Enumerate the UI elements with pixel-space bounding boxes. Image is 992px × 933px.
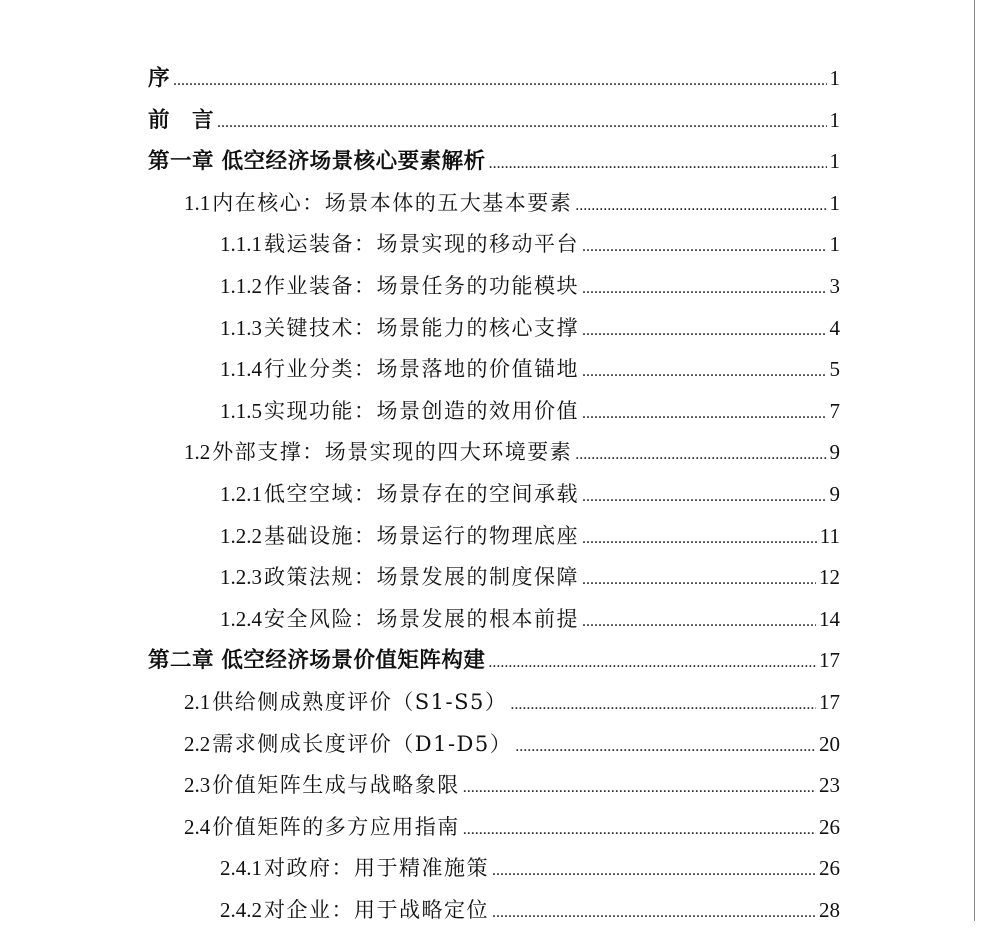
toc-entry-page: 7 [829,398,840,423]
toc-entry-prefix: 2.3 [184,773,211,798]
toc-entry-title: 作业装备：场景任务的功能模块 [264,273,579,298]
toc-entry-preface[interactable] [148,58,840,100]
toc-entry-chapter-2[interactable] [148,640,840,682]
toc-entry-prefix: 2.4.2 [220,897,262,922]
toc-entry-page: 17 [819,648,840,673]
toc-entry-page: 28 [819,897,840,922]
toc-entry-prefix: 1.1.3 [220,315,262,340]
toc-entry-page: 9 [829,440,840,465]
toc-entry-page: 4 [829,315,840,340]
toc-entry-title: 供给侧成熟度评价（S1-S5） [212,689,508,714]
toc-entry-prefix: 1.1.1 [220,232,262,257]
dot-leader [489,141,827,185]
toc-entry-2-4-1[interactable] [148,848,840,890]
toc-entry-page: 1 [829,190,840,215]
toc-entry-1-2-4[interactable] [148,599,840,641]
table-of-contents [148,58,840,931]
toc-entry-page: 26 [819,856,840,881]
dot-leader [582,599,816,643]
toc-entry-prefix: 2.1 [184,689,211,714]
toc-entry-page: 26 [819,814,840,839]
toc-entry-page: 17 [819,689,840,714]
toc-entry-prefix: 1.1.4 [220,357,262,382]
toc-entry-1-2-1[interactable] [148,474,840,516]
toc-entry-page: 9 [829,481,840,506]
dot-leader [575,183,826,227]
toc-entry-prefix: 2.2 [184,731,211,756]
toc-entry-page: 1 [829,149,840,174]
dot-leader [217,100,826,144]
dot-leader [463,807,816,851]
toc-entry-title: 对企业：用于战略定位 [264,897,489,922]
toc-entry-page: 3 [829,273,840,298]
toc-entry-title: 需求侧成长度评价（D1-D5） [212,731,513,756]
toc-entry-1-2-2[interactable] [148,516,840,558]
dot-leader [582,266,827,310]
dot-leader [582,391,827,435]
dot-leader [492,848,816,892]
toc-entry-1-1[interactable] [148,183,840,225]
toc-entry-title: 对政府：用于精准施策 [264,856,489,881]
dot-leader [582,516,817,560]
toc-entry-title: 低空空域：场景存在的空间承载 [264,481,579,506]
toc-entry-title: 载运装备：场景实现的移动平台 [264,232,579,257]
toc-entry-prefix: 1.2 [184,440,211,465]
toc-entry-prefix: 第二章 [148,648,215,674]
toc-entry-chapter-1[interactable] [148,141,840,183]
toc-entry-prefix: 1.2.3 [220,565,262,590]
toc-entry-prefix: 1.2.4 [220,606,262,631]
toc-entry-prefix: 1.2.2 [220,523,262,548]
toc-entry-page: 12 [819,565,840,590]
toc-entry-title: 序 [148,66,171,91]
dot-leader [488,640,816,684]
toc-entry-page: 1 [829,107,840,132]
toc-entry-page: 1 [829,66,840,90]
toc-entry-page: 1 [829,232,840,257]
toc-entry-title: 政策法规：场景发展的制度保障 [264,565,579,590]
toc-entry-page: 23 [819,773,840,798]
toc-entry-1-2[interactable] [148,432,840,474]
toc-entry-prefix: 1.1.5 [220,398,262,423]
toc-entry-page: 5 [829,357,840,382]
toc-entry-title: 价值矩阵生成与战略象限 [212,773,460,798]
toc-entry-1-1-4[interactable] [148,349,840,391]
toc-entry-prefix: 第一章 [148,149,215,175]
dot-leader [492,890,816,933]
toc-entry-page: 20 [819,731,840,756]
toc-entry-2-3[interactable] [148,765,840,807]
toc-entry-2-2[interactable] [148,724,840,766]
toc-entry-title: 价值矩阵的多方应用指南 [212,814,460,839]
toc-entry-prefix: 2.4 [184,814,211,839]
dot-leader [582,224,827,268]
dot-leader [510,682,816,726]
toc-entry-title: 内在核心：场景本体的五大基本要素 [212,190,573,215]
toc-entry-1-1-1[interactable] [148,224,840,266]
dot-leader [582,474,827,518]
dot-leader [173,58,826,102]
toc-entry-title: 基础设施：场景运行的物理底座 [264,523,579,548]
toc-entry-1-1-3[interactable] [148,308,840,350]
toc-entry-1-1-5[interactable] [148,391,840,433]
toc-entry-title: 低空经济场景价值矩阵构建 [221,648,486,674]
toc-entry-page: 14 [819,606,840,631]
toc-entry-title: 关键技术：场景能力的核心支撑 [264,315,579,340]
toc-entry-prefix: 1.1.2 [220,273,262,298]
toc-entry-2-1[interactable] [148,682,840,724]
toc-entry-1-1-2[interactable] [148,266,840,308]
toc-entry-title: 低空经济场景核心要素解析 [221,149,486,175]
toc-entry-title: 行业分类：场景落地的价值锚地 [264,357,579,382]
dot-leader [582,349,827,393]
dot-leader [582,308,827,352]
toc-entry-title: 安全风险：场景发展的根本前提 [264,606,579,631]
toc-entry-2-4-2[interactable] [148,890,840,932]
dot-leader [515,724,816,768]
dot-leader [575,432,826,476]
toc-entry-title: 实现功能：场景创造的效用价值 [264,398,579,423]
toc-entry-foreword[interactable] [148,100,840,142]
dot-leader [582,557,816,601]
toc-entry-2-4[interactable] [148,807,840,849]
toc-entry-title: 前 言 [148,107,215,133]
dot-leader [463,765,816,809]
toc-entry-prefix: 1.2.1 [220,481,262,506]
toc-entry-prefix: 2.4.1 [220,856,262,881]
toc-entry-page: 11 [819,523,840,548]
toc-entry-1-2-3[interactable] [148,557,840,599]
toc-entry-title: 外部支撑：场景实现的四大环境要素 [212,440,573,465]
toc-entry-prefix: 1.1 [184,190,211,215]
